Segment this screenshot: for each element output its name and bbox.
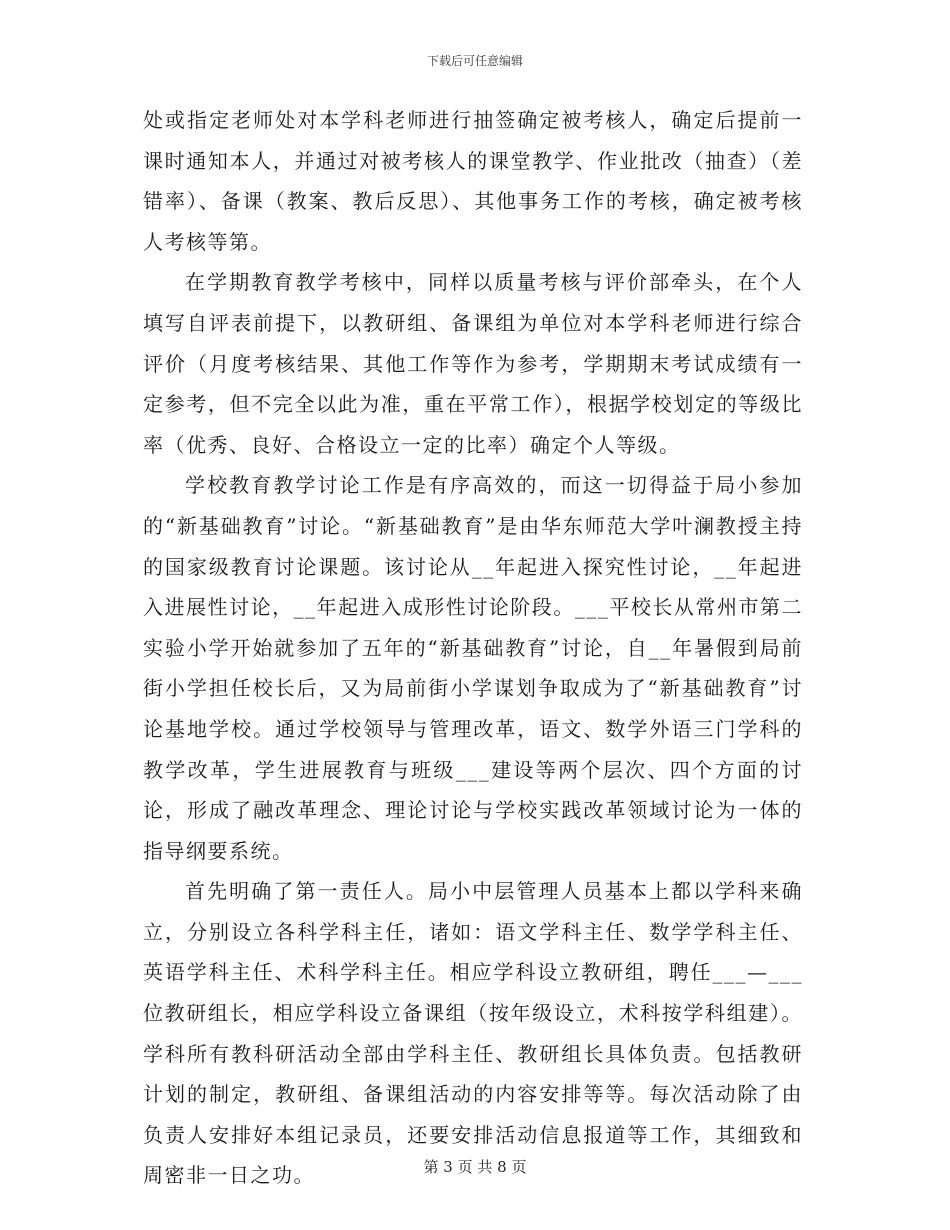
- paragraph-1: 处或指定老师处对本学科老师进行抽签确定被考核人，确定后提前一课时通知本人，并通过对被考核人的课堂教学、作业批改（抽查）（差错率）、备课（教案、教后反思）、其他事务工作的考核，确定被考核人考核等第。: [143, 108, 803, 254]
- page-number: 第 3 页 共 8 页: [423, 1158, 527, 1176]
- paragraph-2: 在学期教育教学考核中，同样以质量考核与评价部牵头，在个人填写自评表前提下，以教研组、备课组为单位对本学科老师进行综合评价（月度考核结果、其他工作等作为参考，学期期末考试成绩有一定参考，但不完全以此为准，重在平常工作），根据学校划定的等级比率（优秀、良好、合格设立一定的比率）确定个人等级。: [143, 270, 803, 457]
- header-note: 下载后可任意编辑: [426, 54, 523, 68]
- paragraph-4: 首先明确了第一责任人。局小中层管理人员基本上都以学科来确立，分别设立各科学科主任，诸如：语文学科主任、数学学科主任、英语学科主任、术科学科主任。相应学科设立教研组，聘任___—___位教研组长，相应学科设立备课组（按年级设立，术科按学科组建）。学科所有教科研活动全部由学科主任、教研组长具体负责。包括教研计划的制定，教研组、备课组活动的内容安排等等。每次活动除了由负责人安排好本组记录员，还要安排活动信息报道等工作，其细致和周密非一日之功。: [143, 879, 803, 1188]
- paragraph-3: 学校教育教学讨论工作是有序高效的，而这一切得益于局小参加的“新基础教育”讨论。“新基础教育”是由华东师范大学叶澜教授主持的国家级教育讨论课题。该讨论从__年起进入探究性讨论，__年起进入进展性讨论，__年起进入成形性讨论阶段。___平校长从常州市第二实验小学开始就参加了五年的“新基础教育”讨论，自__年暑假到局前街小学担任校长后，又为局前街小学谋划争取成为了“新基础教育”讨论基地学校。通过学校领导与管理改革，语文、数学外语三门学科的教学改革，学生进展教育与班级___建设等两个层次、四个方面的讨论，形成了融改革理念、理论讨论与学校实践改革领域讨论为一体的指导纲要系统。: [143, 473, 803, 863]
- document-body: [143, 100, 803, 1196]
